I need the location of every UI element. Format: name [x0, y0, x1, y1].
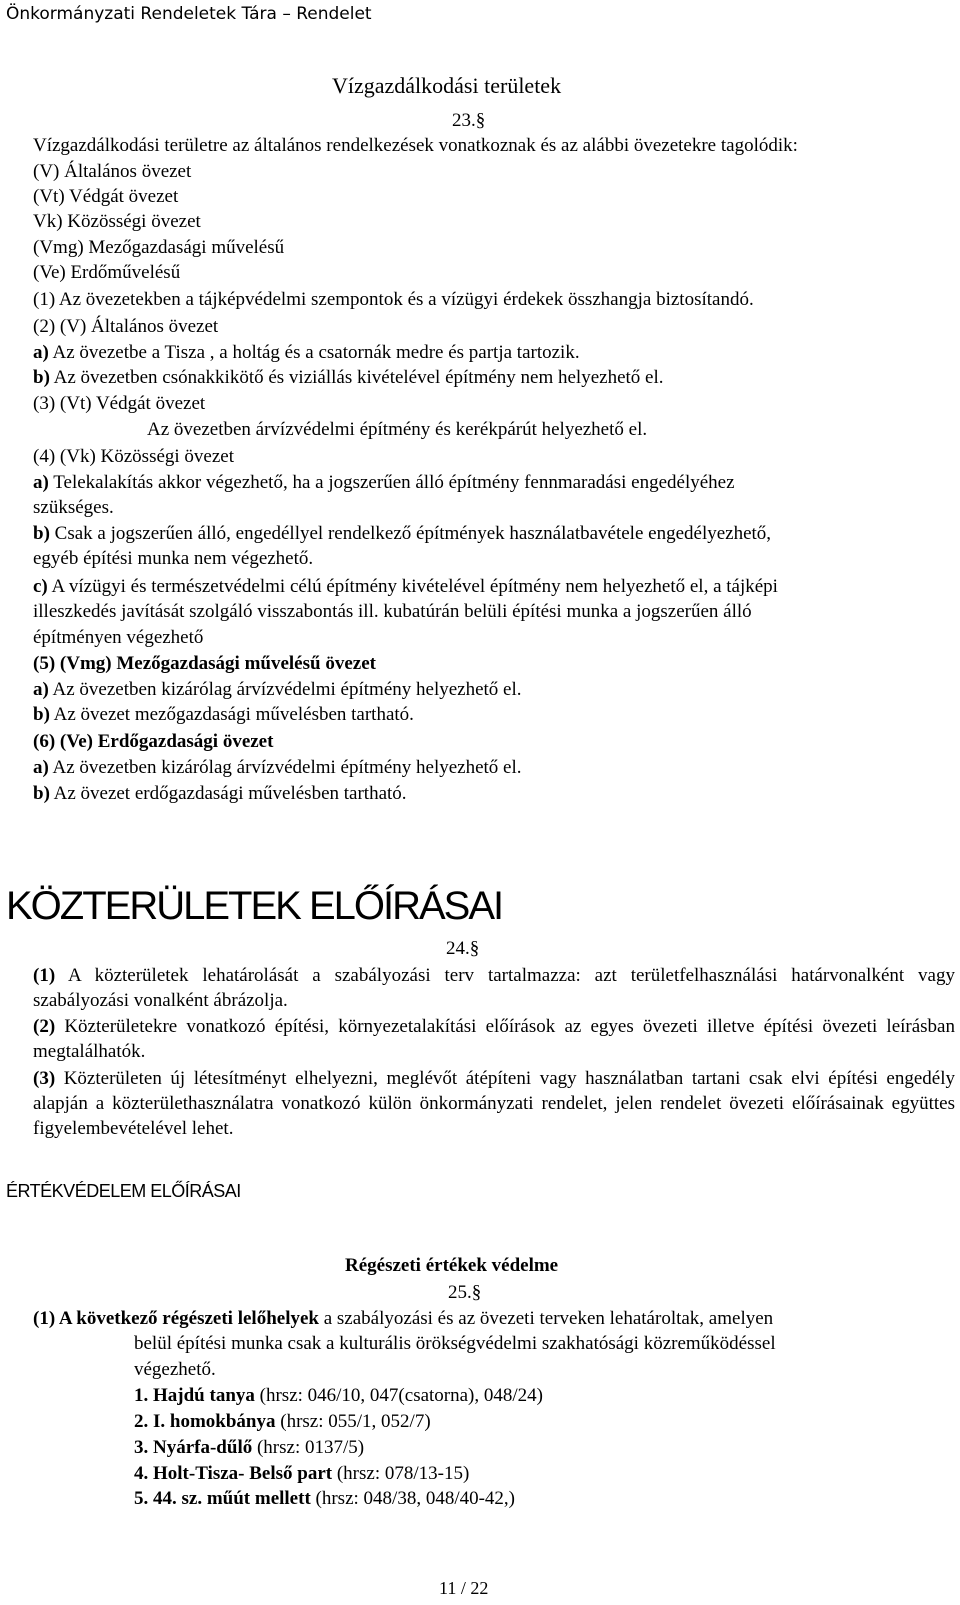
- zone-item: (Vmg) Mezőgazdasági művelésű: [33, 237, 285, 258]
- site-ref: (hrsz: 055/1, 052/7): [275, 1411, 431, 1432]
- site-list-item: [134, 1437, 364, 1459]
- site-ref: (hrsz: 048/38, 048/40-42,): [310, 1488, 516, 1509]
- item-label: (1): [33, 965, 56, 986]
- water-paragraph-5-title: [33, 653, 376, 675]
- site-list-item: [134, 1463, 469, 1485]
- water-paragraph-4b: [33, 523, 771, 545]
- item-text: Az övezetbe a Tisza , a holtág és a csatornák medre és partja tartozik.: [48, 342, 580, 363]
- item-text: Az övezet erdőgazdasági művelésben tartható.: [49, 783, 407, 804]
- site-list-item: [134, 1411, 431, 1433]
- water-paragraph-4c-cont2: építményen végezhető: [33, 627, 204, 648]
- water-paragraph-4a-cont: szükséges.: [33, 497, 114, 518]
- item-label: a): [33, 679, 49, 700]
- item-text: a szabályozási és az övezeti terveken lehatároltak, amelyen: [318, 1308, 774, 1329]
- item-title: (5) (Vmg) Mezőgazdasági művelésű övezet: [33, 653, 376, 674]
- site-ref: (hrsz: 0137/5): [252, 1437, 365, 1458]
- site-name: 3. Nyárfa-dűlő: [134, 1437, 253, 1458]
- water-paragraph-4c-cont: illeszkedés javítását szolgáló visszabontás ill. kubatúrán belüli építési munka a jogszerűen álló: [33, 601, 752, 622]
- water-paragraph-4c: [33, 576, 778, 598]
- arch-paragraph-1: [33, 1308, 773, 1330]
- title-text: Régészeti értékek védelme: [345, 1255, 559, 1276]
- site-name: 5. 44. sz. műút mellett: [134, 1488, 311, 1509]
- paragraph-number-25: 25.§: [448, 1282, 482, 1303]
- water-paragraph-1: (1) Az övezetekben a tájképvédelmi szempontok és a vízügyi érdekek összhangja biztosítandó.: [33, 289, 754, 310]
- water-paragraph-6-title: [33, 731, 273, 753]
- water-paragraph-6b: [33, 783, 407, 805]
- paragraph-number-23: 23.§: [452, 110, 486, 131]
- water-paragraph-2-title: (2) (V) Általános övezet: [33, 316, 219, 337]
- site-ref: (hrsz: 078/13-15): [332, 1463, 470, 1484]
- item-text: Közterületen új létesítményt elhelyezni, meglévőt átépíteni vagy használatban tartani csak elvi építési engedély alapján a közterülethasználatra vonatkozó külön önkormányzati rendelet, jelen rendelet övezeti előírásainak együttes figyelembevételével lehet.: [33, 1068, 955, 1139]
- zone-item: (V) Általános övezet: [33, 161, 192, 182]
- section-title-archaeology: [345, 1255, 558, 1277]
- public-paragraph-2: [33, 1014, 955, 1064]
- item-text: A vízügyi és természetvédelmi célú építmény kivételével építmény nem helyezhető el, a tájképi: [47, 576, 778, 597]
- arch-paragraph-1-cont2: végezhető.: [134, 1359, 216, 1380]
- item-text: Az övezetben kizárólag árvízvédelmi építmény helyezhető el.: [48, 757, 522, 778]
- item-label: b): [33, 367, 50, 388]
- item-label: (3): [33, 1068, 56, 1089]
- water-paragraph-3-title: (3) (Vt) Védgát övezet: [33, 393, 206, 414]
- item-text: Az övezetben csónakkikötő és viziállás kivételével építmény nem helyezhető el.: [49, 367, 664, 388]
- section-heading-value-protection: ÉRTÉKVÉDELEM ELŐÍRÁSAI: [6, 1181, 241, 1201]
- item-text: Telekalakítás akkor végezhető, ha a jogszerűen álló építmény fennmaradási engedélyéhez: [48, 472, 735, 493]
- item-label: (2): [33, 1016, 56, 1037]
- zone-item: (Vt) Védgát övezet: [33, 186, 179, 207]
- site-name: 2. I. homokbánya: [134, 1411, 276, 1432]
- item-label: b): [33, 704, 50, 725]
- zone-item: (Ve) Erdőművelésű: [33, 262, 181, 283]
- site-list-item: [134, 1385, 543, 1407]
- water-intro: Vízgazdálkodási területre az általános rendelkezések vonatkoznak és az alábbi övezetekre tagolódik:: [33, 135, 798, 156]
- arch-paragraph-1-cont: belül építési munka csak a kulturális örökségvédelmi szakhatósági közreműködéssel: [134, 1333, 776, 1354]
- water-paragraph-2b: [33, 367, 664, 389]
- item-label: a): [33, 472, 49, 493]
- item-text: Közterületekre vonatkozó építési, környezetalakítási előírások az egyes övezeti illetve építési övezeti leírásban megtalálhatók.: [33, 1016, 955, 1062]
- site-ref: (hrsz: 046/10, 047(csatorna), 048/24): [254, 1385, 543, 1406]
- page-number: 11 / 22: [439, 1578, 489, 1598]
- site-name: 4. Holt-Tisza- Belső part: [134, 1463, 333, 1484]
- water-paragraph-4b-cont: egyéb építési munka nem végezhető.: [33, 548, 314, 569]
- water-paragraph-4a: [33, 472, 735, 494]
- item-text: Csak a jogszerűen álló, engedéllyel rendelkező építmények használatbavétele engedélyezhető,: [49, 523, 772, 544]
- paragraph-number-24: 24.§: [446, 938, 480, 959]
- item-text: Az övezetben kizárólag árvízvédelmi építmény helyezhető el.: [48, 679, 522, 700]
- water-paragraph-5b: [33, 704, 414, 726]
- item-label: a): [33, 757, 49, 778]
- public-paragraph-3: [33, 1066, 955, 1141]
- water-paragraph-4-title: (4) (Vk) Közösségi övezet: [33, 446, 235, 467]
- public-paragraph-1: [33, 963, 955, 1013]
- water-paragraph-6a: [33, 757, 522, 779]
- water-paragraph-3-text: Az övezetben árvízvédelmi építmény és kerékpárút helyezhető el.: [147, 419, 648, 440]
- item-label: b): [33, 523, 50, 544]
- item-text: Az övezet mezőgazdasági művelésben tartható.: [49, 704, 414, 725]
- zone-item: Vk) Közösségi övezet: [33, 211, 201, 232]
- app-header-title: Önkormányzati Rendeletek Tára – Rendelet: [6, 4, 372, 24]
- item-label: b): [33, 783, 50, 804]
- item-label: c): [33, 576, 48, 597]
- item-label: a): [33, 342, 49, 363]
- item-title: (6) (Ve) Erdőgazdasági övezet: [33, 731, 274, 752]
- site-list-item: [134, 1488, 515, 1510]
- site-name: 1. Hajdú tanya: [134, 1385, 255, 1406]
- item-label: (1) A következő régészeti lelőhelyek: [33, 1308, 319, 1329]
- water-paragraph-5a: [33, 679, 522, 701]
- section-title-water: Vízgazdálkodási területek: [332, 73, 562, 98]
- water-paragraph-2a: [33, 342, 580, 364]
- section-heading-public-areas: KÖZTERÜLETEK ELŐÍRÁSAI: [6, 884, 503, 928]
- item-text: A közterületek lehatárolását a szabályozási terv tartalmazza: azt területfelhasználási határvonalként vagy szabályozási vonalként ábrázolja.: [33, 965, 955, 1011]
